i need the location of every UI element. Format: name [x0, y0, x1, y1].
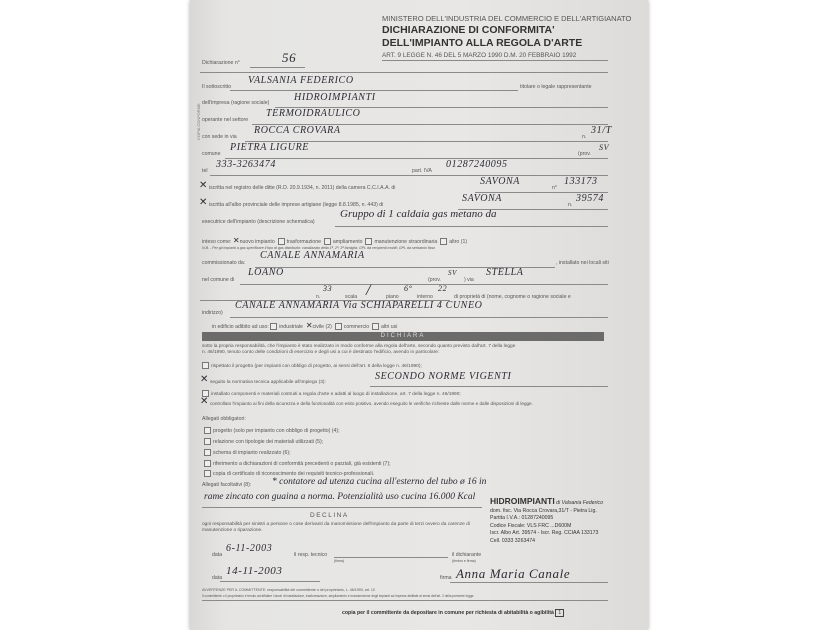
- firma-small: (firma): [334, 559, 345, 563]
- piva-value: 01287240095: [446, 159, 508, 170]
- dichiara-intro: sotto la propria responsabilità, che l'impianto è stato realizzato in modo conforme alla regola dell'arte, secondo quanto previsto dall'art. 7 della legge: [202, 344, 516, 349]
- declina-heading: DECLINA: [310, 512, 349, 519]
- option-trasformazione[interactable]: trasformazione: [286, 239, 321, 245]
- registro-value: SAVONA: [480, 176, 521, 187]
- titolare-label: titolare o legale rappresentante: [520, 84, 592, 90]
- esecutrice-label: esecutrice dell'impianto (descrizione schematica): [202, 219, 315, 225]
- option-manutenzione[interactable]: manutenzione straordinaria: [374, 239, 438, 245]
- albo-value: SAVONA: [462, 193, 503, 204]
- data2-value: 14-11-2003: [226, 565, 283, 577]
- dichiara-item: rispettato il progetto (per impianti con obbligo di progetto, ai sensi dell'art. 6 della legge n. 46/1990);: [202, 362, 422, 369]
- check-mark-icon: ✕: [305, 321, 313, 330]
- inteso-row: [202, 236, 467, 245]
- indirizzo-value: CANALE ANNAMARIA Via SCHIAPARELLI 4 CUNEO: [235, 300, 483, 311]
- document-title-1: DICHIARAZIONE DI CONFORMITA': [382, 24, 555, 36]
- edificio-row: [212, 321, 397, 330]
- dichiarazione-value: 56: [282, 50, 297, 65]
- prov-label: (prov.: [578, 151, 591, 157]
- scala-value: /: [366, 282, 372, 299]
- sede-value: ROCCA CROVARA: [254, 125, 341, 136]
- registro-label: iscritta nel registro delle ditte (R.D. 20.9.1934, n. 2011) della camera C.C.I.A.A. di: [209, 185, 396, 191]
- checkbox[interactable]: [335, 323, 342, 330]
- checkbox[interactable]: [204, 438, 211, 445]
- copy-number: 1: [555, 609, 564, 617]
- registro-n-label: n°: [552, 185, 557, 191]
- checkbox[interactable]: [440, 238, 447, 245]
- piano-label: piano: [386, 294, 399, 300]
- indirizzo-label: indirizzo): [202, 310, 223, 316]
- comune2-label: nel comune di: [202, 277, 235, 283]
- installato-label: , installato nei locali siti: [556, 260, 609, 266]
- commissionato-label: commissionato da:: [202, 260, 246, 266]
- checkbox[interactable]: [204, 460, 211, 467]
- n2-label: n.: [316, 294, 321, 300]
- sottoscritto-value: VALSANIA FEDERICO: [248, 75, 354, 86]
- tel-value: 333-3263474: [216, 159, 276, 170]
- albo-n-label: n.: [568, 202, 573, 208]
- via-value: STELLA: [486, 267, 524, 278]
- option-nuovo[interactable]: nuovo impianto: [239, 239, 275, 245]
- interno-value: 22: [438, 284, 448, 293]
- copia-footer: copia per il committente da depositare in comune per richiesta di abitabilità o agibilità 1: [342, 609, 564, 617]
- normativa-value: SECONDO NORME VIGENTI: [375, 371, 512, 382]
- option-altro[interactable]: altro (1): [449, 239, 468, 245]
- commissionato-value: CANALE ANNAMARIA: [260, 250, 365, 261]
- checkbox[interactable]: [278, 238, 285, 245]
- albo-n-value: 39574: [576, 193, 604, 204]
- sede-label: con sede in via: [202, 134, 237, 140]
- ministry-heading: MINISTERO DELL'INDUSTRIA DEL COMMERCIO E DELL'ARTIGIANATO: [382, 14, 632, 23]
- piano-value: 6°: [404, 284, 413, 293]
- piva-label: part. IVA: [412, 168, 432, 174]
- comune2-value: LOANO: [248, 267, 284, 278]
- comune-label: comune: [202, 151, 221, 157]
- check-mark-icon: ✕: [199, 180, 208, 191]
- checkbox[interactable]: [372, 323, 379, 330]
- dichiara-item: installato componenti e materiali costruiti a regola d'arte e adatti al luogo di installazione, art. 7 della legge n. 46/1990;: [202, 390, 461, 397]
- allegato-item: progetto (solo per impianto con obbligo di progetto) (4);: [204, 427, 340, 434]
- allegato-item: schema di impianto realizzato (6);: [204, 449, 291, 456]
- option-commercio[interactable]: commercio: [343, 324, 370, 330]
- check-mark-icon: ✕: [199, 197, 208, 208]
- sottoscritto-label: Il sottoscritto: [202, 84, 232, 90]
- data-label: data: [212, 552, 223, 558]
- allegato-item: copia di certificato di riconoscimento dei requisiti tecnico-professionali.: [204, 470, 374, 477]
- avvertenze-text: AVVERTENZE PER IL COMMITTENTE: responsabilità del committente o del proprietario, L. 46/1990, art. 10: [202, 588, 375, 592]
- inteso-label: inteso come:: [202, 239, 232, 245]
- option-altri-usi[interactable]: altri usi: [380, 324, 398, 330]
- prov2-value: SV: [448, 269, 457, 277]
- allegati-label: Allegati obbligatori:: [202, 416, 246, 422]
- dichiara-item: seguito la normativa tecnica applicabile all'impiego (3):: [210, 380, 326, 385]
- checkbox[interactable]: [324, 238, 331, 245]
- edificio-label: in edificio adibito ad uso:: [212, 324, 269, 330]
- allegato-item: relazione con tipologie dei materiali utilizzati (5);: [204, 438, 323, 445]
- registro-n-value: 133173: [564, 176, 598, 187]
- law-reference: ART. 9 LEGGE N. 46 DEL 5 MARZO 1990 D.M. 20 FEBBRAIO 1992: [382, 52, 577, 59]
- impresa-label: dell'impresa (ragione sociale): [202, 100, 270, 106]
- prov2-label: (prov.: [428, 277, 441, 283]
- checkbox[interactable]: [204, 427, 211, 434]
- via-label: ) via: [464, 277, 474, 283]
- prov-value: SV: [599, 143, 610, 152]
- checkbox[interactable]: [365, 238, 372, 245]
- n2-value: 33: [323, 284, 333, 293]
- resp-tecnico-label: il resp. tecnico: [294, 552, 328, 558]
- allegato-item: riferimento a dichiarazioni di conformità precedenti o parziali, già esistenti (7);: [204, 460, 391, 467]
- document-title-2: DELL'IMPIANTO ALLA REGOLA D'ARTE: [382, 37, 583, 49]
- esecutrice-value: Gruppo di 1 caldaia gas metano da: [340, 208, 497, 220]
- checkbox[interactable]: [202, 362, 209, 369]
- settore-label: operante nel settore: [202, 117, 249, 123]
- comune-value: PIETRA LIGURE: [230, 142, 309, 153]
- document-page: [190, 0, 648, 630]
- albo-label: iscritta all'albo provinciale delle imprese artigiane (legge 8.8.1985, n. 443) di: [209, 202, 384, 208]
- nb-note: N.B. - Per gli impianti a gas specificare il tipo di gas distribuito: canalizzato della 1ª, 2ª, 3ª famiglia; GPL da recipienti mobili; GPL da serbatoio fisso: [202, 246, 436, 250]
- firma-label: firma: [440, 575, 452, 581]
- avvertenze-text-2: Il committente o il proprietario è tenuto ad affidare i lavori di installazione, trasformazione, ampliamento e manutenzione degli impianti ad imprese abilitate ai sensi dell'art. 2 della presente legge.: [202, 594, 475, 598]
- data2-label: data: [212, 575, 223, 581]
- facoltativi-label: Allegati facoltativi (8):: [202, 482, 252, 488]
- check-mark-icon: ✕: [232, 236, 240, 245]
- impresa-value: HIDROIMPIANTI: [294, 92, 376, 103]
- company-stamp: HIDROIMPIANTI di Valsania Federico dom. fisc. Via Rocca Crovara,31/T - Pietra Lig. Partita I.V.A.: 01287240095 Codice Fiscale: VLS FRC ...D600M Iscr. Albo Art. 39574 - Iscr. Reg. CCIAA 133173 Cell. 0333 3263474: [490, 496, 603, 544]
- settore-value: TERMOIDRAULICO: [266, 108, 361, 119]
- timbro-label: (timbro e firma): [452, 559, 476, 563]
- sede-n-label: n.: [582, 134, 587, 140]
- facoltativi-line-2: rame zincato con guaina a norma. Potenzialità uso cucina 16.000 Kcal: [204, 492, 476, 502]
- proprieta-label: di proprietà di (nome, cognome o ragione sociale e: [454, 294, 571, 300]
- checkbox[interactable]: [204, 449, 211, 456]
- check-mark-icon: ✕: [200, 396, 209, 407]
- check-mark-icon: ✕: [200, 374, 209, 385]
- signature: Anna Maria Canale: [456, 566, 571, 581]
- dichiarazione-label: Dichiarazione n°: [202, 60, 240, 66]
- dichiara-intro-2: n. 46/1990, tenuto conto delle condizioni di esercizio e degli usi a cui è destinato l'edificio, avendo in particolare:: [202, 350, 440, 355]
- side-text: COPIA CONFORME: [196, 103, 201, 140]
- checkbox[interactable]: [270, 323, 277, 330]
- option-industriale[interactable]: industriale: [279, 324, 303, 330]
- dichiara-heading: DICHIARA: [202, 332, 604, 341]
- declina-text: ogni responsabilità per sinistri a persone o cose derivanti da manomissione dell'impianto da parte di terzi ovvero da carenze di manutenzione o riparazione.: [202, 522, 470, 533]
- option-ampliamento[interactable]: ampliamento: [332, 239, 363, 245]
- dichiara-item: controllato l'impianto ai fini della sicurezza e della funzionalità con esito positivo, avendo eseguito le verifiche richieste dalle norme e dalle disposizioni di legge.: [210, 401, 533, 406]
- data-value: 6-11-2003: [226, 543, 273, 554]
- facoltativi-line-1: * contatore ad utenza cucina all'esterno del tubo ø 16 in: [272, 477, 487, 487]
- dichiarante-label: il dichiarante: [452, 552, 482, 558]
- checkbox[interactable]: [204, 470, 211, 477]
- option-civile[interactable]: civile (2): [312, 324, 332, 330]
- tel-label: tel: [202, 168, 208, 174]
- scala-label: scala: [345, 294, 358, 300]
- sede-n-value: 31/T: [591, 125, 612, 136]
- interno-label: interno: [417, 294, 433, 300]
